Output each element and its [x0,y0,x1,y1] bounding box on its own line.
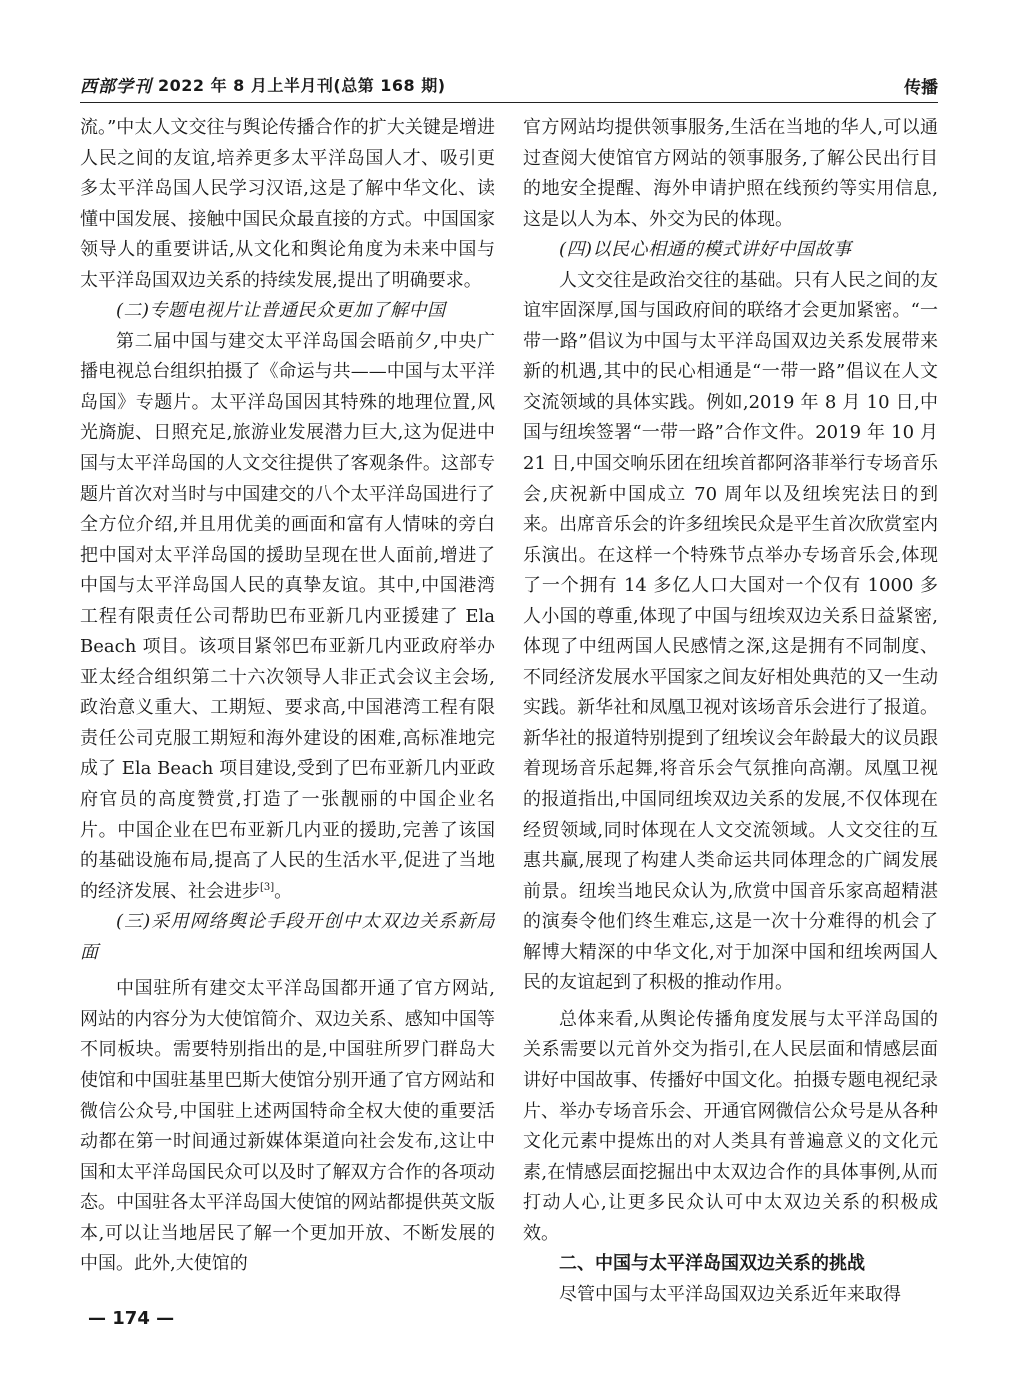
issue-info: 2022 年 8 月上半月刊(总第 168 期) [158,76,446,95]
paragraph: 总体来看,从舆论传播角度发展与太平洋岛国的关系需要以元首外交为指引,在人民层面和情感层面讲好中国故事、传播好中国文化。拍摄专题电视纪录片、举办专场音乐会、开通官网微信公众号是从各种文化元素中提炼出的对人类具有普遍意义的文化元素,在情感层面挖掘出中太双边合作的具体事例,从而打动人心,让更多民众认可中太双边关系的积极成效。 [523,1008,938,1244]
paragraph [80,327,495,907]
paragraph-end: 。 [274,880,293,902]
subsection-heading: (四)以民心相通的模式讲好中国故事 [559,239,852,261]
paragraph: 人文交往是政治交往的基础。只有人民之间的友谊牢固深厚,国与国政府间的联络才会更加紧密。“一带一路”倡议为中国与太平洋岛国双边关系发展带来新的机遇,其中的民心相通是“一带一路”倡议在人文交流领域的具体实践。例如,2019 年 8 月 10 日,中国与纽埃签署“一带一路”合作文件。2019 年 10 月 21 日,中国交响乐团在纽埃首都阿洛菲举行专场音乐会,庆祝新中国成立 70 周年以及纽埃宪法日的到来。出席音乐会的许多纽埃民众是平生首次欣赏室内乐演出。在这样一个特殊节点举办专场音乐会,体现了一个拥有 14 多亿人口大国对一个仅有 1000 多人小国的尊重,体现了中国与纽埃双边关系日益紧密,体现了中纽两国人民感情之深,这是拥有不同制度、不同经济发展水平国家之间友好相处典范的又一生动实践。新华社和凤凰卫视对该场音乐会进行了报道。新华社的报道特别提到了纽埃议会年龄最大的议员跟着现场音乐起舞,将音乐会气氛推向高潮。凤凰卫视的报道指出,中国同纽埃双边关系的发展,不仅体现在经贸领域,同时体现在人文交流领域。人文交往的互惠共赢,展现了构建人类命运共同体理念的广阔发展前景。纽埃当地民众认为,欣赏中国音乐家高超精湛的演奏令他们终生难忘,这是一次十分难得的机会了解博大精深的中华文化,对于加深中国和纽埃两国人民的友谊起到了积极的推动作用。 [523,269,938,994]
paragraph: 官方网站均提供领事服务,生活在当地的华人,可以通过查阅大使馆官方网站的领事服务,了解公民出行目的地安全提醒、海外申请护照在线预约等实用信息,这是以人为本、外交为民的体现。 [523,117,938,230]
section-heading: 二、中国与太平洋岛国双边关系的挑战 [559,1253,865,1275]
paragraph: 流。”中太人文交往与舆论传播合作的扩大关键是增进人民之间的友谊,培养更多太平洋岛国人才、吸引更多太平洋岛国人民学习汉语,这是了解中华文化、读懂中国发展、接触中国民众最直接的方式。中国国家领导人的重要讲话,从文化和舆论角度为未来中国与太平洋岛国双边关系的持续发展,提出了明确要求。 [80,117,495,291]
subsection-heading: (二)专题电视片让普通民众更加了解中国 [116,300,446,322]
right-column [523,113,938,1310]
header-rule [80,102,938,103]
paragraph-text: 第二届中国与建交太平洋岛国会晤前夕,中央广播电视总台组织拍摄了《命运与共——中国与太平洋岛国》专题片。太平洋岛国因其特殊的地理位置,风光旖旎、日照充足,旅游业发展潜力巨大,这为促进中国与太平洋岛国的人文交往提供了客观条件。这部专题片首次对当时与中国建交的八个太平洋岛国进行了全方位介绍,并且用优美的画面和富有人情味的旁白把中国对太平洋岛国的援助呈现在世人面前,增进了中国与太平洋岛国人民的真挚友谊。其中,中国港湾工程有限责任公司帮助巴布亚新几内亚援建了 Ela Beach 项目。该项目紧邻巴布亚新几内亚政府举办亚太经合组织第二十六次领导人非正式会议主会场,政治意义重大、工期短、要求高,中国港湾工程有限责任公司克服工期短和海外建设的困难,高标准地完成了 Ela Beach 项目建设,受到了巴布亚新几内亚政府官员的高度赞赏,打造了一张靓丽的中国企业名片。中国企业在巴布亚新几内亚的援助,完善了该国的基础设施布局,提高了人民的生活水平,促进了当地的经济发展、社会进步 [80,330,495,902]
citation-ref: [3] [260,881,275,893]
subsection-heading: (三)采用网络舆论手段开创中太双边关系新局面 [80,911,495,963]
section-name: 传播 [904,78,938,98]
journal-masthead: 西部学刊 [80,77,152,97]
page-number: — 174 — [88,1308,175,1329]
paragraph: 尽管中国与太平洋岛国双边关系近年来取得 [559,1283,901,1305]
running-header [80,70,938,100]
left-column [80,113,495,1280]
paragraph: 中国驻所有建交太平洋岛国都开通了官方网站,网站的内容分为大使馆简介、双边关系、感知中国等不同板块。需要特别指出的是,中国驻所罗门群岛大使馆和中国驻基里巴斯大使馆分别开通了官方网站和微信公众号,中国驻上述两国特命全权大使的重要活动都在第一时间通过新媒体渠道向社会发布,这让中国和太平洋岛国民众可以及时了解双方合作的各项动态。中国驻各太平洋岛国大使馆的网站都提供英文版本,可以让当地居民了解一个更加开放、不断发展的中国。此外,大使馆的 [80,978,495,1275]
